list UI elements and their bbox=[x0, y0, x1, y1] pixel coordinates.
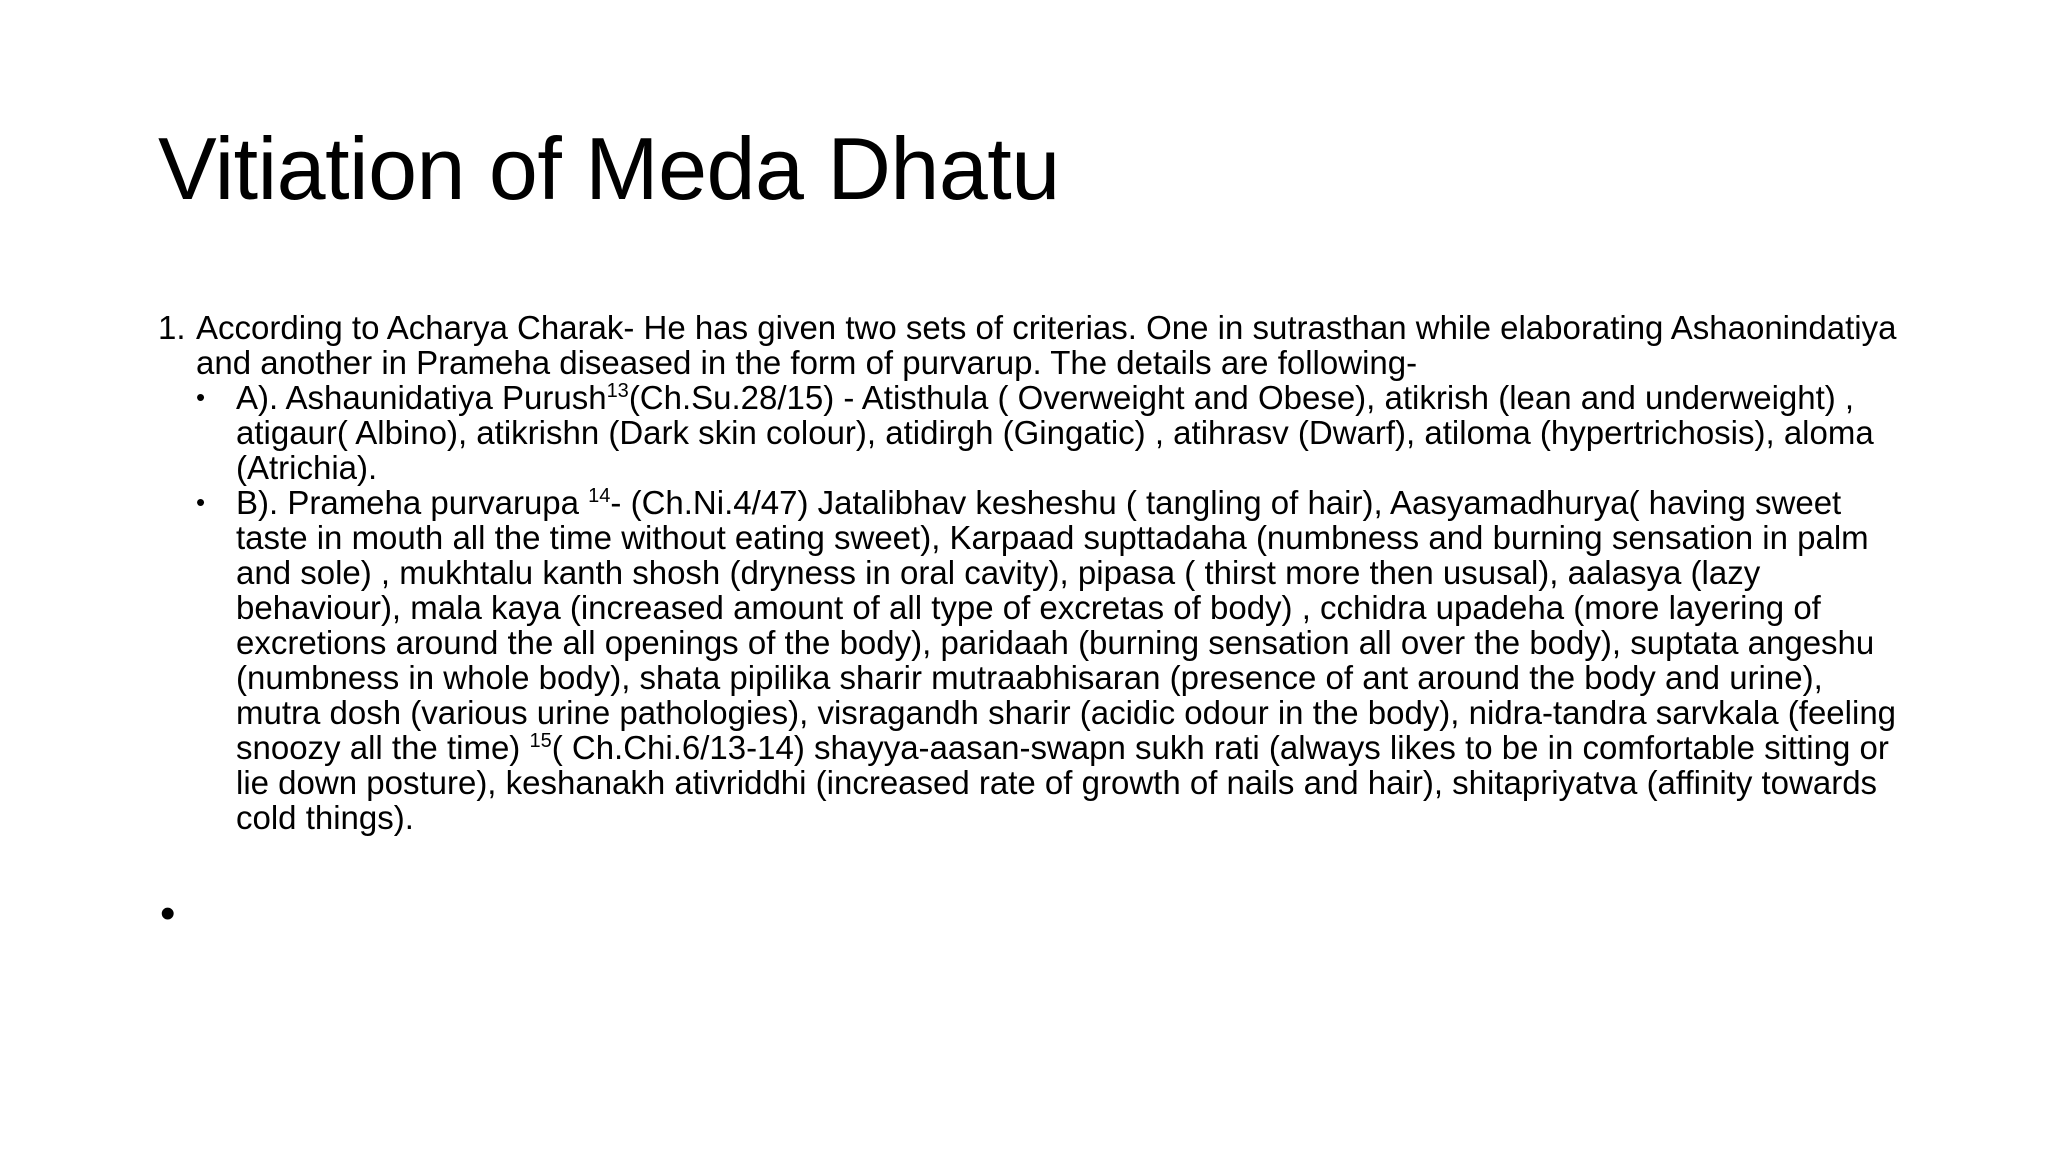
sub-item-a-text: (Ch.Su.28/15) - Atisthula ( Overweight and Obese), atikrish (lean and underweight) , atigaur( Albino), atikrishn (Dark skin colour), atidirgh (Gingatic) , atihrasv (Dwarf), atiloma (hypertrichosis), aloma (Atrichia). bbox=[236, 379, 1874, 486]
bullet-icon: • bbox=[196, 382, 206, 412]
sub-item-b bbox=[196, 485, 1898, 835]
sub-list bbox=[196, 380, 1898, 835]
reference-15: 15 bbox=[529, 730, 552, 752]
sub-item-b-text: - (Ch.Ni.4/47) Jatalibhav kesheshu ( tangling of hair), Aasyamadhurya( having sweet taste in mouth all the time without eating sweet), Karpaad supttadaha (numbness and burning sensation in palm and sole) , mukhtalu kanth shosh (dryness in oral cavity), pipasa ( thirst more then ususal), aalasya (lazy behaviour), mala kaya (increased amount of all type of excretas of body) , cchidra upadeha (more layering of excretions around the all openings of the body), paridaah (burning sensation all over the body), suptata angeshu (numbness in whole body), shata pipilika sharir mutraabhisaran (presence of ant around the body and urine), mutra dosh (various urine pathologies), visragandh sharir (acidic odour in the body), nidra-tandra sarvkala (feeling snoozy all the time) bbox=[236, 484, 1897, 766]
numbered-item-1 bbox=[158, 310, 1898, 835]
sub-item-b-text-end: ( Ch.Chi.6/13-14) shayya-aasan-swapn sukh rati (always likes to be in comfortable sitting or lie down posture), keshanakh ativriddhi (increased rate of growth of nails and hair), shitapriyatva (affinity towards cold things). bbox=[236, 729, 1889, 836]
slide-body bbox=[158, 310, 1898, 835]
sub-item-a-lead: A). Ashaunidatiya Purush bbox=[236, 379, 607, 416]
reference-13: 13 bbox=[606, 380, 629, 402]
sub-item-b-lead: B). Prameha purvarupa bbox=[236, 484, 589, 521]
slide-title: Vitiation of Meda Dhatu bbox=[158, 119, 1060, 218]
bullet-icon: • bbox=[196, 487, 206, 517]
item-number: 1. bbox=[158, 309, 186, 346]
reference-14: 14 bbox=[588, 485, 611, 507]
sub-item-a bbox=[196, 380, 1898, 485]
item-text: According to Acharya Charak- He has given two sets of criterias. One in sutrasthan while elaborating Ashaonindatiya and another in Prameha diseased in the form of purvarup. The details are following- bbox=[196, 309, 1897, 381]
empty-bullet-icon: • bbox=[160, 889, 176, 938]
